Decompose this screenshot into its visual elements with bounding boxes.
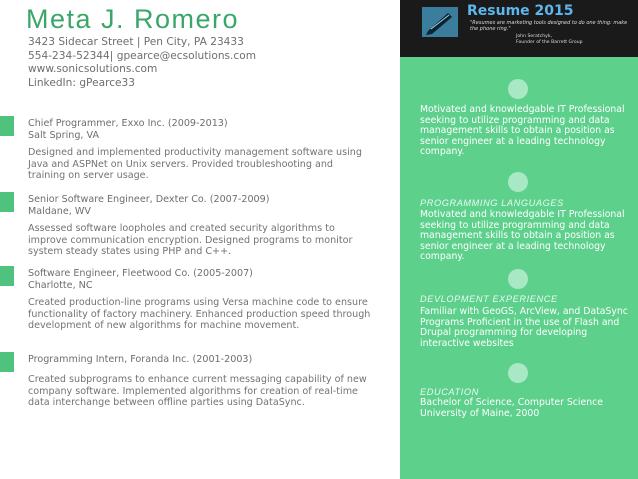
- contact-phone-email: 554-234-52344| gpearce@ecsolutions.com: [28, 49, 257, 62]
- job-title: Software Engineer, Fleetwood Co. (2005-2007): [28, 268, 253, 279]
- objective-text: Motivated and knowledgable IT Professional seeking to utilize programming and data management skills to obtain a position as senior engineer at a leading technology company.: [420, 104, 625, 158]
- pen-logo-icon: [422, 7, 458, 37]
- development-heading: DEVLOPMENT EXPERIENCE: [420, 294, 558, 304]
- job-description: Created subprograms to enhance current messaging capability of new company software. Implemented algorithms for creation of real-time data interchange between offline parties using DataSync.: [28, 374, 367, 408]
- job-location: Maldane, WV: [28, 206, 91, 217]
- education-text: Bachelor of Science, Computer Science University of Maine, 2000: [420, 397, 603, 419]
- candidate-name: Meta J. Romero: [26, 4, 240, 34]
- resume-banner: [400, 0, 638, 57]
- contact-website: www.sonicsolutions.com: [28, 63, 158, 76]
- banner-author-name: John Seratchyk,: [516, 34, 552, 39]
- job-title: Senior Software Engineer, Dexter Co. (2007-2009): [28, 194, 270, 205]
- job-marker: [0, 116, 14, 136]
- banner-author-role: Founder of the Barrett Group: [516, 39, 583, 45]
- job-location: Charlotte, NC: [28, 280, 93, 291]
- job-title: Chief Programmer, Exxo Inc. (2009-2013): [28, 118, 228, 129]
- development-text: Familiar with GeoGS, ArcView, and DataSync Programs Proficient in the use of Flash and Drupal programming for developing interactive websites: [420, 306, 628, 349]
- programming-text: Motivated and knowledgable IT Professional seeking to utilize programming and data management skills to obtain a position as senior engineer at a leading technology company.: [420, 209, 625, 263]
- job-location: Salt Spring, VA: [28, 130, 100, 141]
- job-title: Programming Intern, Foranda Inc. (2001-2003): [28, 354, 253, 365]
- job-marker: [0, 266, 14, 286]
- job-description: Assessed software loopholes and created security algorithms to improve communication encryption. Designed programs to monitor system steady states using PHP and C++.: [28, 223, 353, 257]
- banner-author: [516, 34, 626, 45]
- job-marker: [0, 192, 14, 212]
- resume-sidebar: [400, 0, 638, 479]
- section-dot: [508, 363, 528, 383]
- job-marker: [0, 352, 14, 372]
- contact-address: 3423 Sidecar Street | Pen City, PA 23433: [28, 36, 244, 48]
- contact-block: [28, 36, 388, 90]
- job-description: Designed and implemented productivity management software using Java and ASPNet on Unix servers. Provided troubleshooting and training on server usage.: [28, 147, 362, 181]
- job-description: Created production-line programs using Versa machine code to ensure functionality of factory machinery. Enhanced production speed through development of new algorithms for machine movement.: [28, 297, 371, 331]
- programming-heading: PROGRAMMING LANGUAGES: [420, 198, 564, 208]
- banner-quote: "Resumes are marketing tools designed to do one thing: make the phone ring.": [470, 20, 628, 32]
- contact-linkedin: LinkedIn: gPearce33: [28, 76, 136, 89]
- education-heading: EDUCATION: [420, 387, 479, 397]
- section-dot: [508, 172, 528, 192]
- section-dot: [508, 79, 528, 99]
- banner-title: Resume 2015: [467, 3, 574, 19]
- section-dot: [508, 269, 528, 289]
